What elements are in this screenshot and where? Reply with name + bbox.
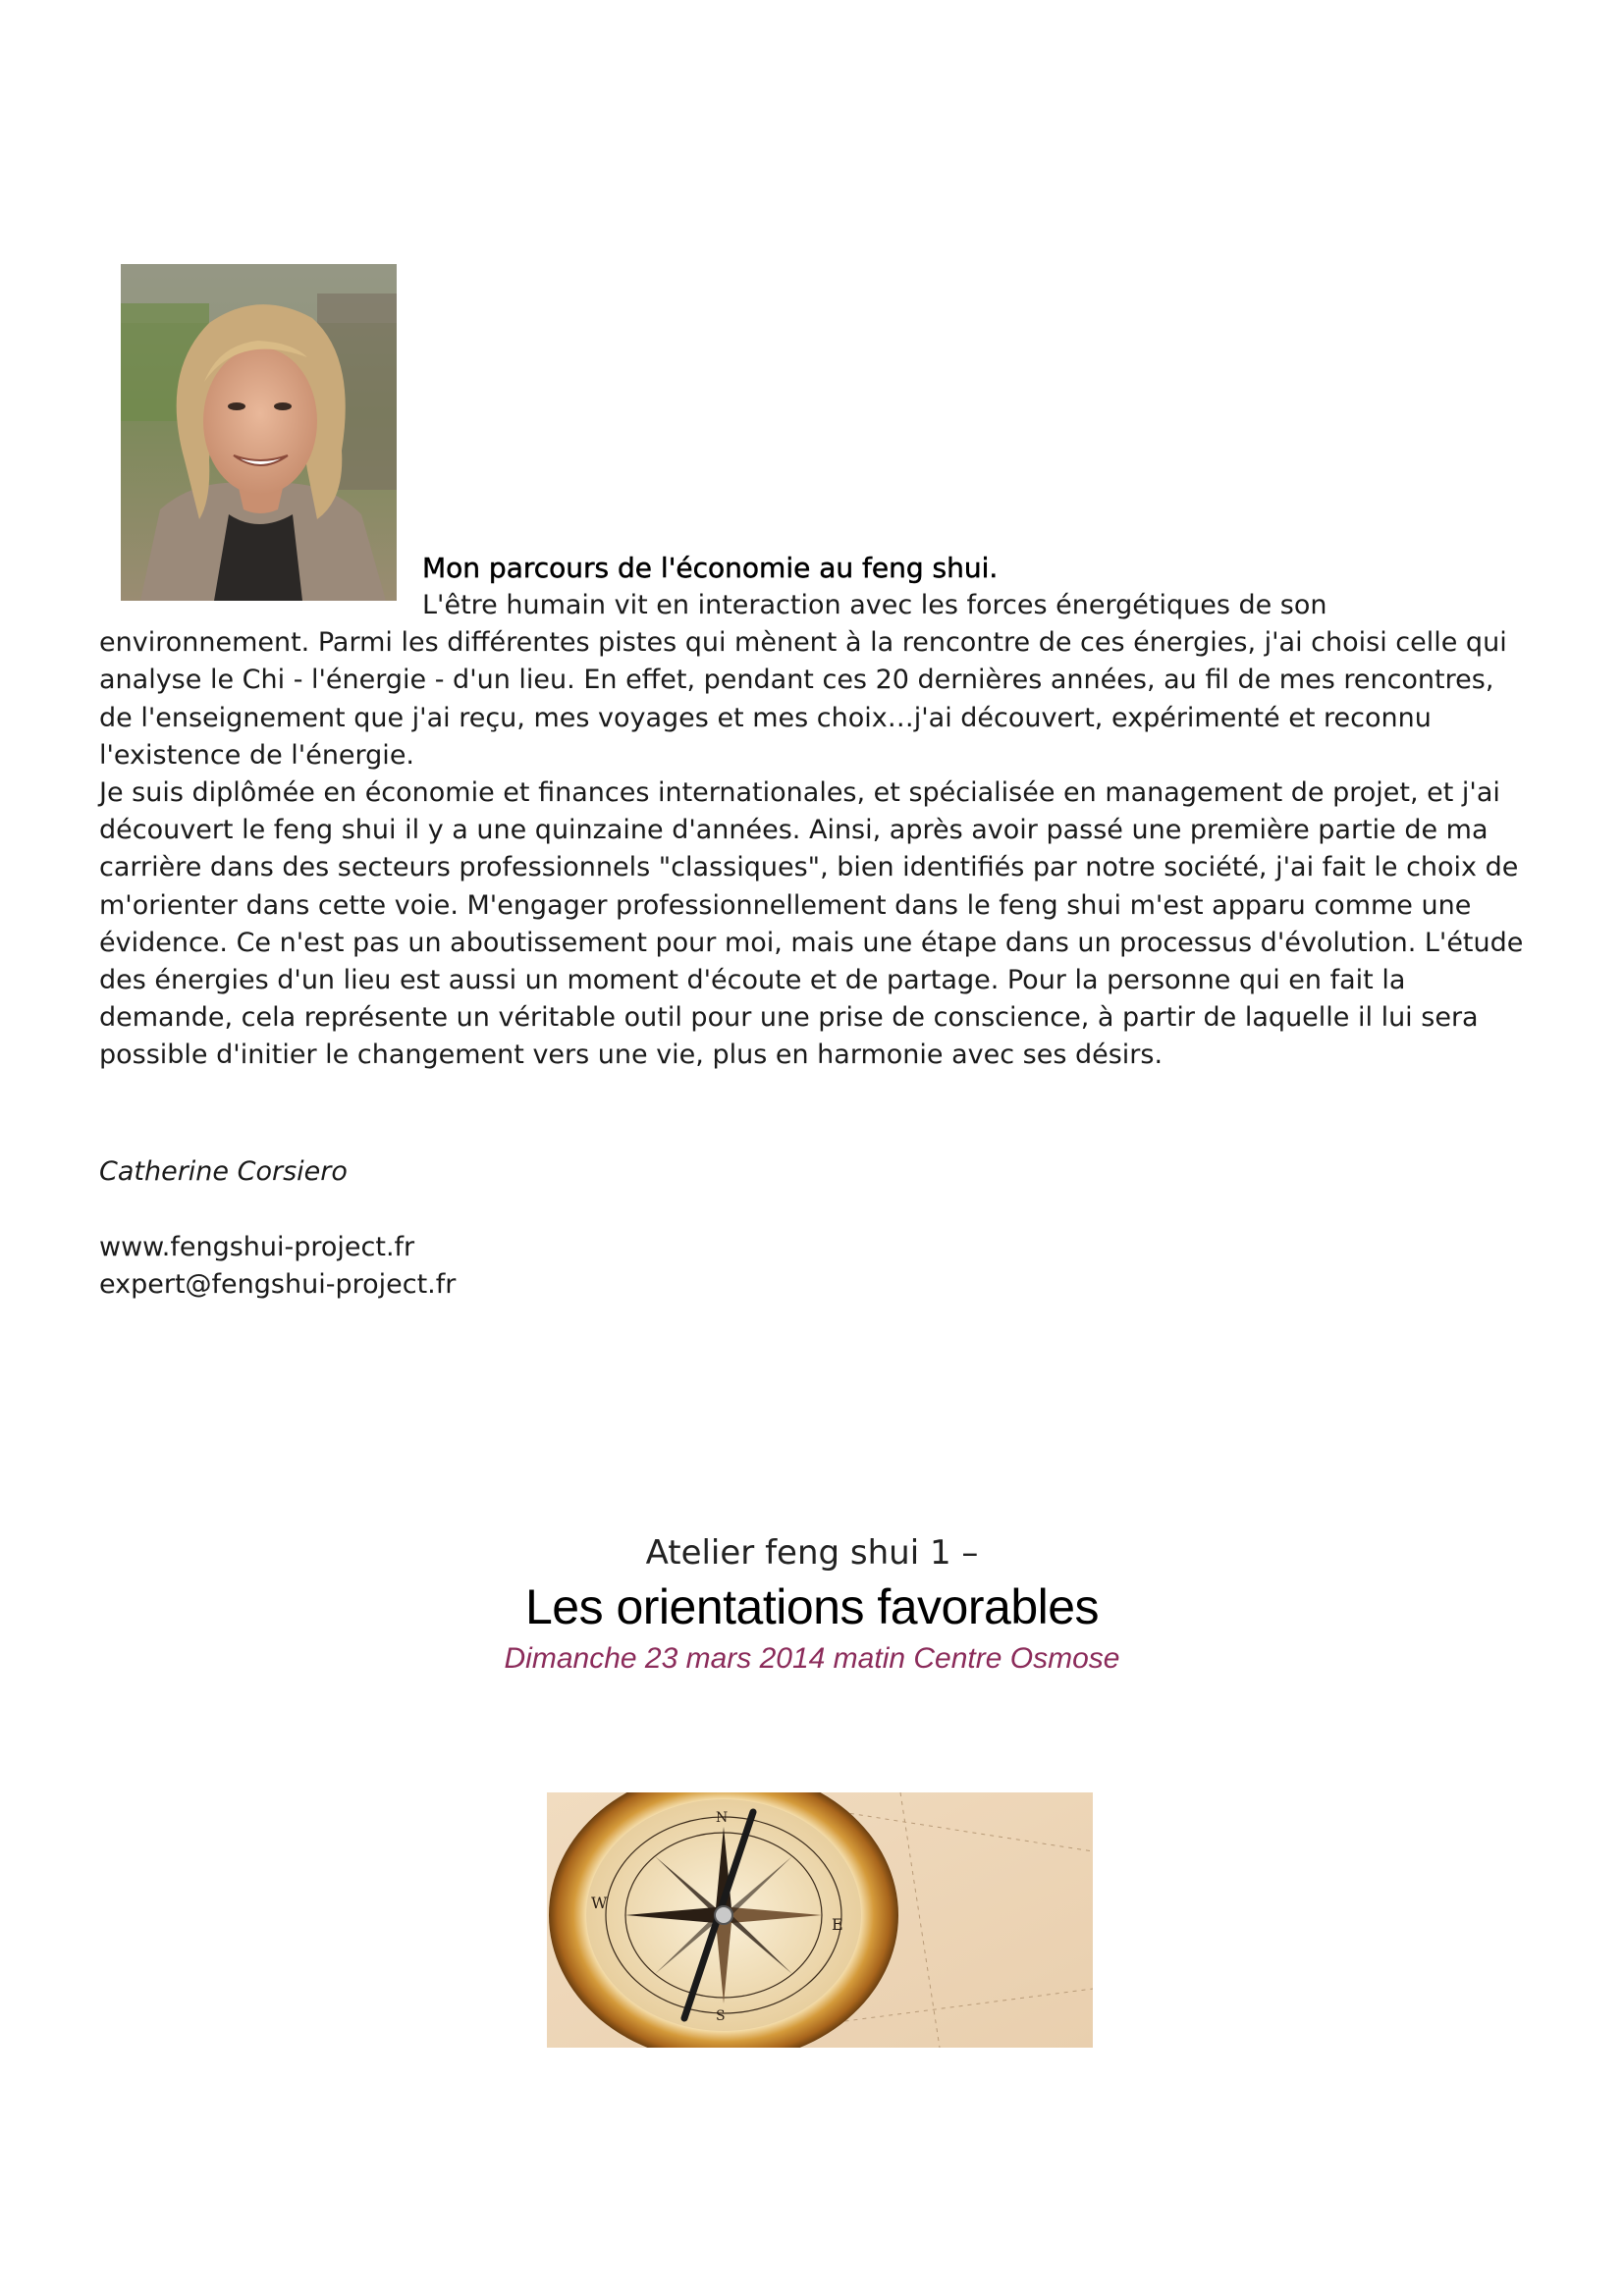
- bio-paragraph-2: Je suis diplômée en économie et finances internationales, et spécialisée en management de projet, et j'ai découvert le feng shui il y a une quinzaine d'années. Ainsi, après avoir passé une première partie de ma carrière dans des secteurs professionnels "classiques", bien identifiés par notre société, j'ai fait le choix de m'orienter dans cette voie. M'engager professionnellement dans le feng shui m'est apparu comme une évidence. Ce n'est pas un aboutissement pour moi, mais une étape dans un processus d'évolution. L'étude des énergies d'un lieu est aussi un moment d'écoute et de partage. Pour la personne qui en fait la demande, cela représente un véritable outil pour une prise de conscience, à partir de laquelle il lui sera possible d'initier le changement vers une vie, plus en harmonie avec ses désirs.: [99, 777, 1524, 1071]
- workshop-title: Les orientations favorables: [524, 1579, 1100, 1634]
- workshop-kicker: Atelier feng shui 1 –: [645, 1533, 979, 1573]
- svg-text:W: W: [591, 1894, 608, 1912]
- svg-text:N: N: [716, 1810, 729, 1826]
- bio-section: [99, 550, 1533, 1075]
- email-link[interactable]: expert@fengshui-project.fr: [99, 1269, 457, 1300]
- contact-block: [99, 1229, 456, 1304]
- bio-paragraph-1: L'être humain vit en interaction avec les forces énergétiques de son environnement. Parmi les différentes pistes qui mènent à la rencontre de ces énergies, j'ai choisi celle qui analyse le Chi - l'énergie - d'un lieu. En effet, pendant ces 20 dernières années, au fil de mes rencontres, de l'enseignement que j'ai reçu, mes voyages et mes choix…j'ai découvert, expérimenté et reconnu l'existence de l'énergie.: [99, 590, 1507, 771]
- svg-text:S: S: [716, 2008, 726, 2024]
- compass-image: [547, 1792, 1093, 2048]
- website-link[interactable]: www.fengshui-project.fr: [99, 1232, 415, 1262]
- svg-text:E: E: [832, 1915, 843, 1934]
- workshop-date: Dimanche 23 mars 2014 matin Centre Osmose: [504, 1642, 1120, 1675]
- author-signature: Catherine Corsiero: [99, 1156, 348, 1187]
- bio-heading: Mon parcours de l'économie au feng shui.: [422, 552, 999, 584]
